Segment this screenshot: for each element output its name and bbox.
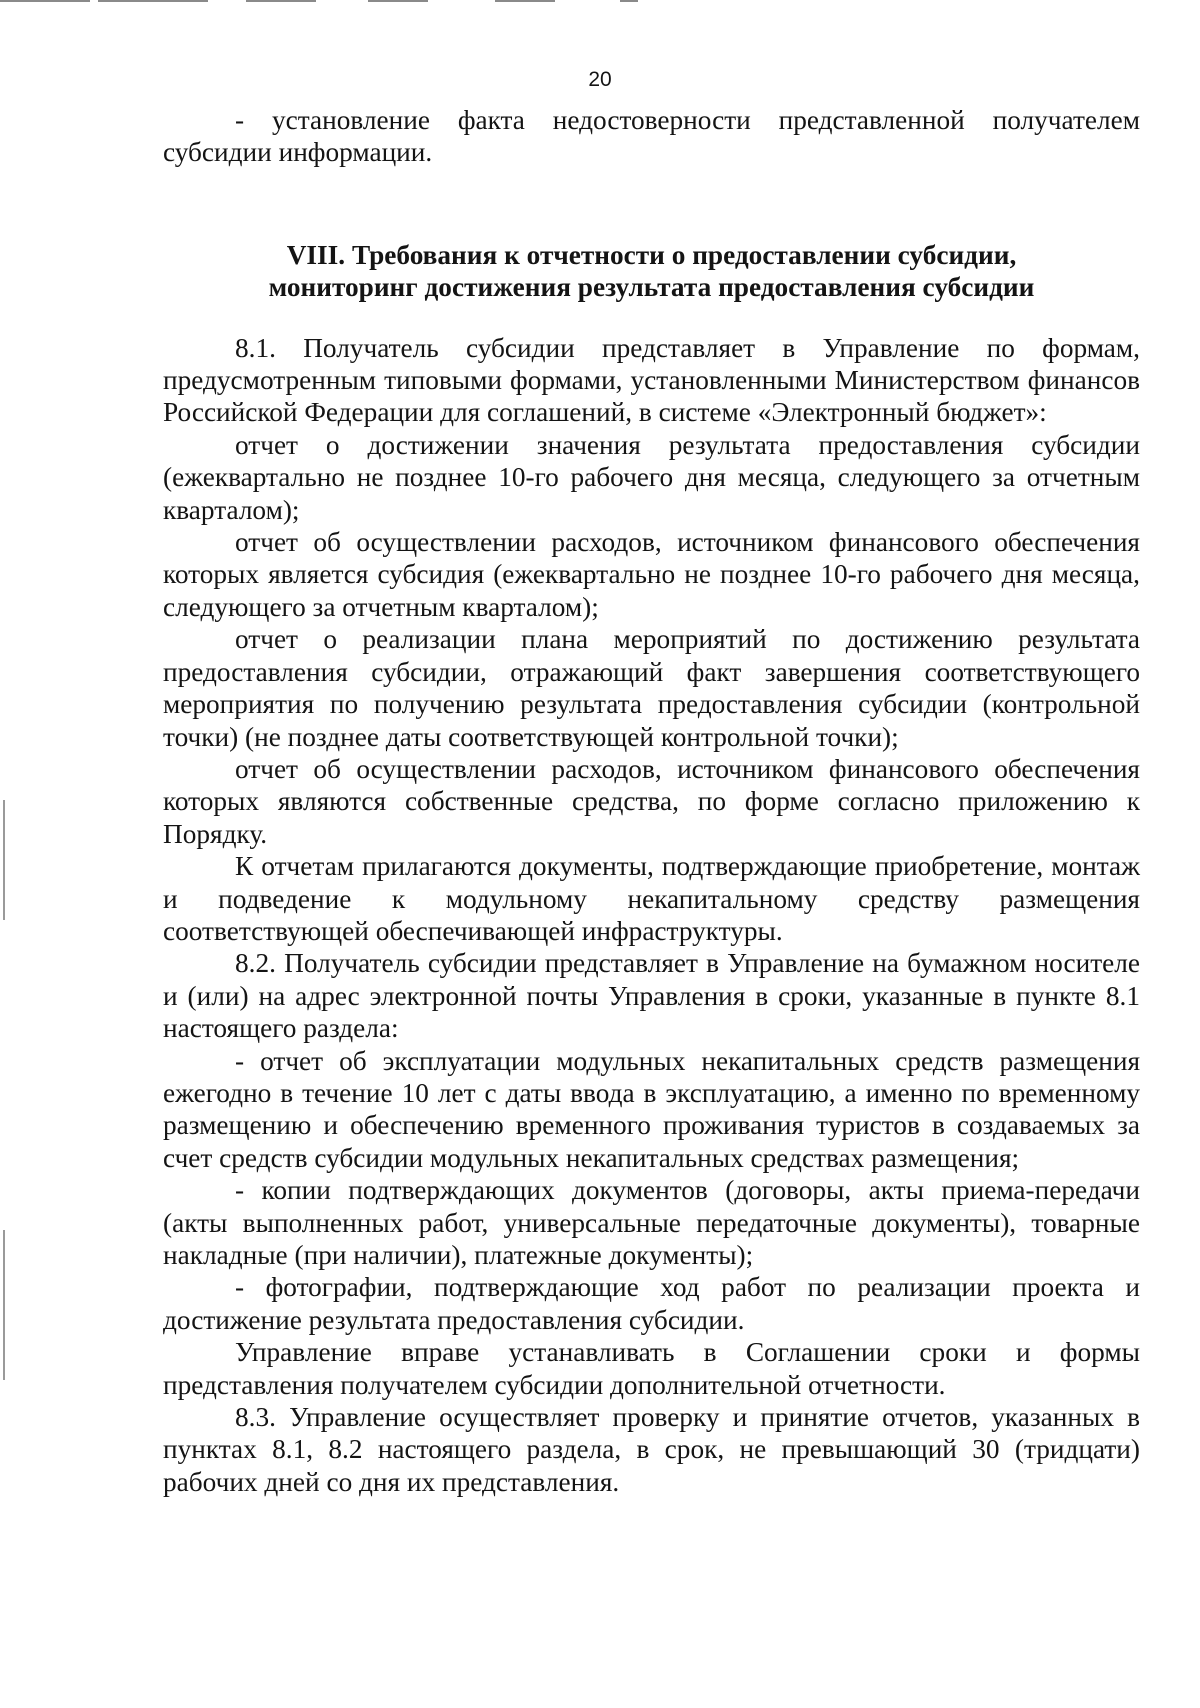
paragraph: отчет об осуществлении расходов, источником финансового обеспечения которых являются собственные средства, по форме согласно приложению к Порядку.	[163, 753, 1140, 849]
paragraph: - фотографии, подтверждающие ход работ по реализации проекта и достижение результата предоставления субсидии.	[163, 1272, 1140, 1335]
page-number: 20	[588, 68, 612, 91]
scan-artifact-lines	[0, 0, 1200, 8]
paragraph: - копии подтверждающих документов (договоры, акты приема-передачи (акты выполненных работ, универсальные передаточные документы), товарные накладные (при наличии), платежные документы);	[163, 1175, 1140, 1270]
paragraph-8-3: 8.3. Управление осуществляет проверку и принятие отчетов, указанных в пунктах 8.1, 8.2 настоящего раздела, в срок, не превышающий 30 (тридцати) рабочих дней со дня их представления.	[163, 1402, 1140, 1497]
intro-paragraph: - установление факта недостоверности представленной получателем субсидии информации.	[163, 105, 1140, 168]
paragraph: отчет о реализации плана мероприятий по достижению результата предоставления субсидии, отражающий факт завершения соответствующего мероприятия по получению результата предоставления субсидии (контрольной точки) (не позднее даты соответствующей контрольной точки);	[163, 624, 1140, 752]
section-heading	[163, 239, 1140, 304]
paragraph: - отчет об эксплуатации модульных некапитальных средств размещения ежегодно в течение 10 лет с даты ввода в эксплуатацию, а именно по временному размещению и обеспечению временного проживания туристов в создаваемых за счет средств субсидии модульных некапитальных средствах размещения;	[163, 1045, 1140, 1173]
paragraph: К отчетам прилагаются документы, подтверждающие приобретение, монтаж и подведение к модульному некапитальному средству размещения соответствующей обеспечивающей инфраструктуры.	[163, 851, 1140, 946]
section-heading-line: VIII. Требования к отчетности о предоставлении субсидии,	[286, 239, 1017, 270]
document-body	[163, 104, 1140, 1498]
paragraph: отчет об осуществлении расходов, источником финансового обеспечения которых является субсидия (ежеквартально не позднее 10-го рабочего дня месяца, следующего за отчетным кварталом);	[163, 527, 1140, 622]
paragraph: отчет о достижении значения результата предоставления субсидии (ежеквартально не позднее 10-го рабочего дня месяца, следующего за отчетным кварталом);	[163, 429, 1140, 525]
paragraph-8-1: 8.1. Получатель субсидии представляет в Управление по формам, предусмотренным типовыми формами, установленными Министерством финансов Российской Федерации для соглашений, в системе «Электронный бюджет»:	[163, 332, 1140, 428]
scan-edge-mark	[3, 800, 5, 920]
paragraph-8-2: 8.2. Получатель субсидии представляет в Управление на бумажном носителе и (или) на адрес электронной почты Управления в сроки, указанные в пункте 8.1 настоящего раздела:	[163, 948, 1140, 1044]
scan-edge-mark	[3, 1230, 5, 1380]
paragraph: Управление вправе устанавливать в Соглашении сроки и формы представления получателем субсидии дополнительной отчетности.	[163, 1337, 1140, 1400]
section-heading-line: мониторинг достижения результата предоставления субсидии	[268, 272, 1035, 303]
